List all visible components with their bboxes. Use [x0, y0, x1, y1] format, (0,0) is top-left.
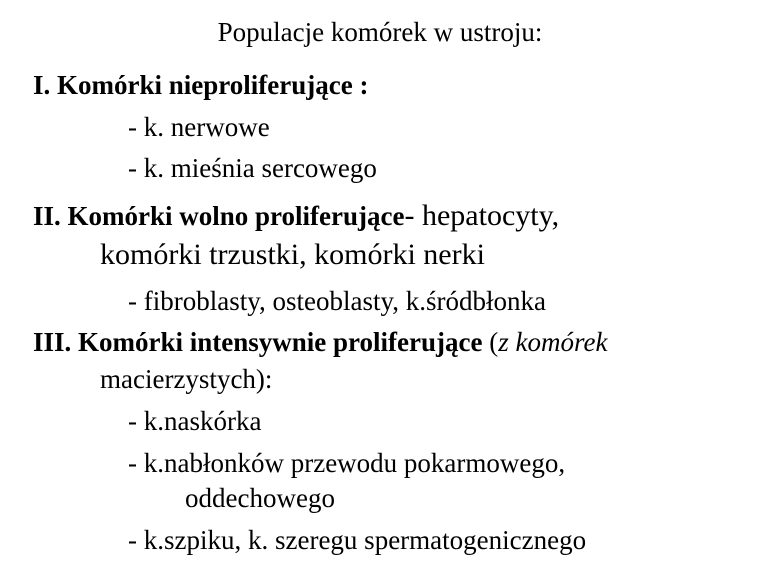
- section-2-item-1: - fibroblasty, osteoblasty, k.śródbłonka: [128, 286, 546, 316]
- section-1-item-2: - k. mieśnia sercowego: [128, 153, 377, 183]
- section-3-item-3: - k.szpiku, k. szeregu spermatogenicznego: [128, 525, 587, 555]
- section-1-heading: I. Komórki nieproliferujące :: [33, 70, 369, 100]
- section-3-heading-continuation: macierzystych):: [100, 364, 273, 394]
- section-2-heading: [33, 201, 559, 231]
- section-3-heading-paren: (: [482, 327, 499, 357]
- section-3-heading-italic: z komórek: [498, 327, 608, 357]
- section-1-item-1: - k. nerwowe: [128, 112, 270, 142]
- section-3-item-2: - k.nabłonków przewodu pokarmowego,: [128, 448, 566, 478]
- section-2-heading-continuation: komórki trzustki, komórki nerki: [100, 238, 485, 271]
- section-3-item-2-continuation: oddechowego: [185, 483, 335, 513]
- section-2-heading-bold: II. Komórki wolno proliferujące: [33, 201, 405, 231]
- slide-title: Populacje komórek w ustroju:: [217, 17, 543, 47]
- section-3-heading-bold: III. Komórki intensywnie proliferujące: [33, 327, 483, 357]
- section-3-heading: [33, 329, 607, 356]
- section-2-heading-rest: - hepatocyty,: [404, 199, 560, 232]
- section-3-item-1: - k.naskórka: [128, 406, 262, 436]
